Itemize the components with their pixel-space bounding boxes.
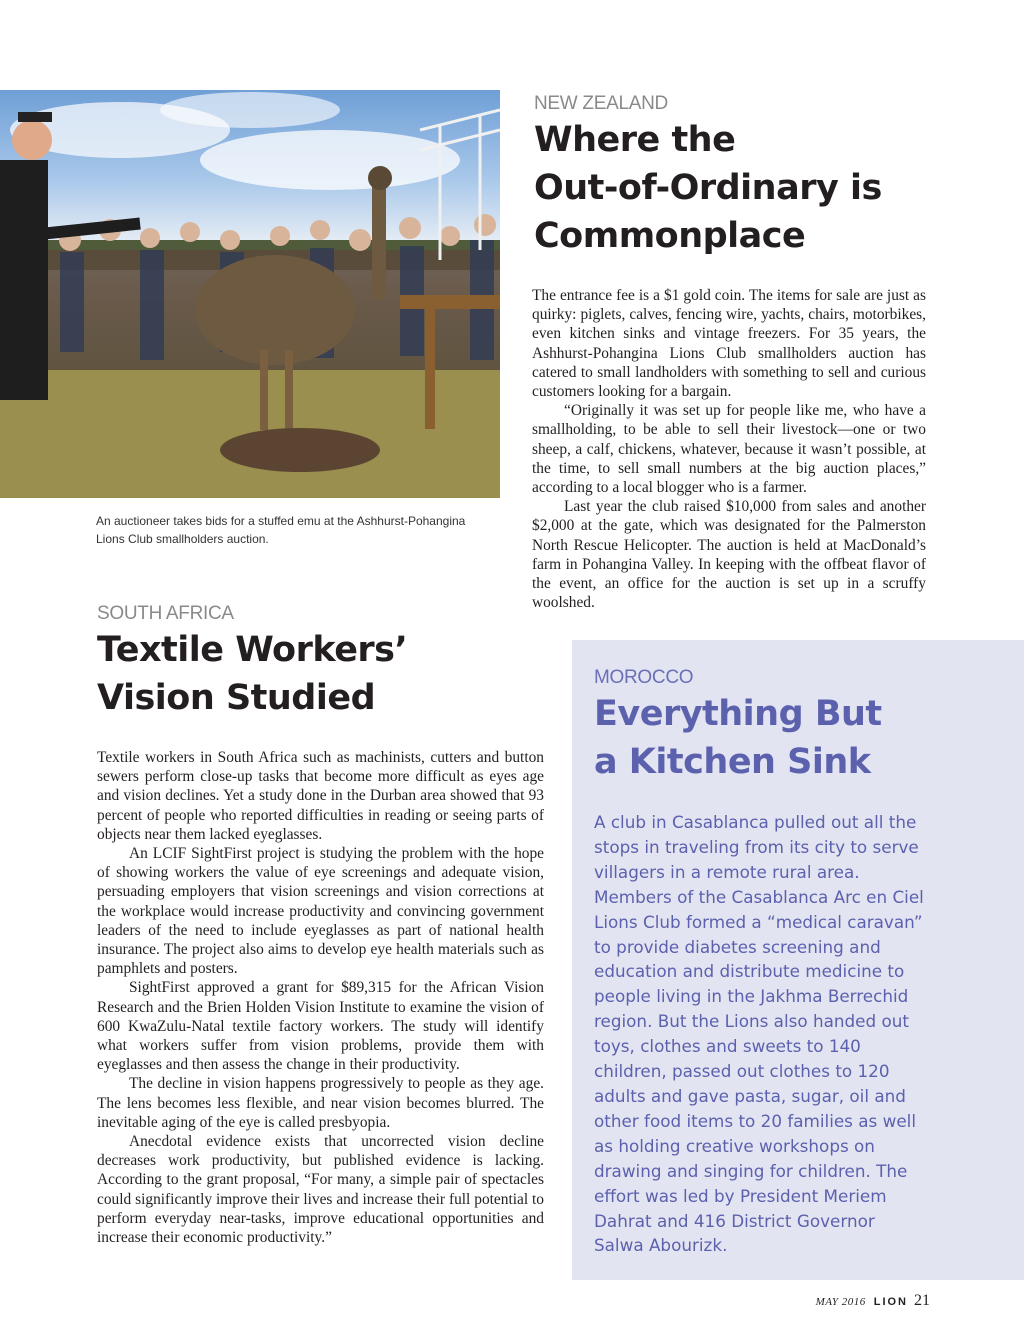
sa-body: [97, 748, 544, 1247]
morocco-body: A club in Casablanca pulled out all the stops in traveling from its city to serve villagers in a remote rural area. Members of the Casablanca Arc en Ciel Lions Club formed a “medical caravan” to provide diabetes screening and education and distribute medicine to people living in the Jakhma Berrechid region. But the Lions also handed out toys, clothes and sweets to 140 children, passed out clothes to 120 adults and gave pasta, sugar, oil and other food items to 20 families as well as holding creative workshops on drawing and singing for children. The effort was led by President Meriem Dahrat and 416 District Governor Salwa Abourizk.: [594, 812, 924, 1256]
page-footer: [760, 1292, 930, 1310]
nz-paragraph-3: Last year the club raised $10,000 from sales and another $2,000 at the gate, which was designated for the Palmerston North Rescue Helicopter. The auction is held at MacDonald’s farm in Pohangina Valley. In keeping with the offbeat flavor of the event, an office for the auction is set up in a scruffy woolshed.: [532, 498, 926, 612]
nz-body: [532, 286, 926, 612]
sa-paragraph-2: An LCIF SightFirst project is studying the problem with the hope of showing workers the value of eye screenings and adequate vision, persuading employers that vision screenings and vision corrections at the workplace would increase productivity and convincing government leaders of the need to include eyeglasses as part of national health insurance. The project also aims to develop eye health materials such as pamphlets and posters.: [97, 845, 544, 978]
nz-kicker: NEW ZEALAND: [534, 93, 668, 114]
sa-paragraph-1: Textile workers in South Africa such as machinists, cutters and button sewers perform close-up tasks that become more difficult as eyes age and vision declines. Yet a study done in the Durban area showed that 93 percent of people who reported difficulties in reading or seeing parts of objects near them lacked eyeglasses.: [97, 749, 544, 843]
sa-paragraph-3: SightFirst approved a grant for $89,315 for the African Vision Research and the Brien Holden Vision Institute to examine the vision of 600 KwaZulu-Natal textile factory workers. The study will identify what workers suffer from vision problems, provide them with eyeglasses and then assess the change in their productivity.: [97, 979, 544, 1074]
nz-headline: [534, 116, 954, 260]
sa-headline: [97, 626, 557, 722]
auction-scene-illustration: [0, 90, 500, 498]
morocco-headline: [594, 690, 994, 786]
nz-headline-line-3: Commonplace: [534, 216, 806, 256]
nz-headline-line-2: Out-of-Ordinary is: [534, 168, 882, 208]
sa-headline-line-1: Textile Workers’: [97, 630, 408, 670]
morocco-headline-line-1: Everything But: [594, 694, 882, 734]
auction-photo: [0, 90, 500, 498]
morocco-kicker: MOROCCO: [594, 667, 694, 688]
sa-paragraph-5: Anecdotal evidence exists that uncorrected vision decline decreases work productivity, but published evidence is lacking. According to the grant proposal, “For many, a simple pair of spectacles could significantly improve their lives and increase their full potential to perform everyday near-tasks, improve educational opportunities and increase their economic productivity.”: [97, 1133, 544, 1247]
sa-paragraph-4: The decline in vision happens progressively to people as they age. The lens becomes less flexible, and near vision becomes blurred. The inevitable aging of the eye is called presbyopia.: [97, 1075, 544, 1131]
nz-paragraph-1: The entrance fee is a $1 gold coin. The items for sale are just as quirky: piglets, calves, fencing wire, yachts, chairs, motorbikes, even kitchen sinks and vintage freezers. For 35 years, the Ashhurst-Pohangina Lions Club smallholders auction has catered to small landholders with something to sell and curious customers looking for a bargain.: [532, 287, 926, 401]
nz-paragraph-2: “Originally it was set up for people like me, who have a smallholding, to be able to sell their livestock—one or two sheep, a calf, chickens, whatever, because it wasn’t possible, at the time, to sell small numbers at the big auction places,” according to a local blogger who is a farmer.: [532, 402, 926, 497]
photo-caption: An auctioneer takes bids for a stuffed emu at the Ashhurst-Pohangina Lions Club smallholders auction.: [96, 514, 466, 546]
morocco-headline-line-2: a Kitchen Sink: [594, 742, 871, 782]
sa-kicker: SOUTH AFRICA: [97, 603, 234, 624]
footer-issue-date: MAY 2016: [815, 1296, 866, 1308]
footer-magazine-name: LION: [873, 1296, 908, 1308]
footer-page-number: 21: [914, 1292, 930, 1309]
sa-headline-line-2: Vision Studied: [97, 678, 376, 718]
nz-headline-line-1: Where the: [534, 120, 736, 160]
